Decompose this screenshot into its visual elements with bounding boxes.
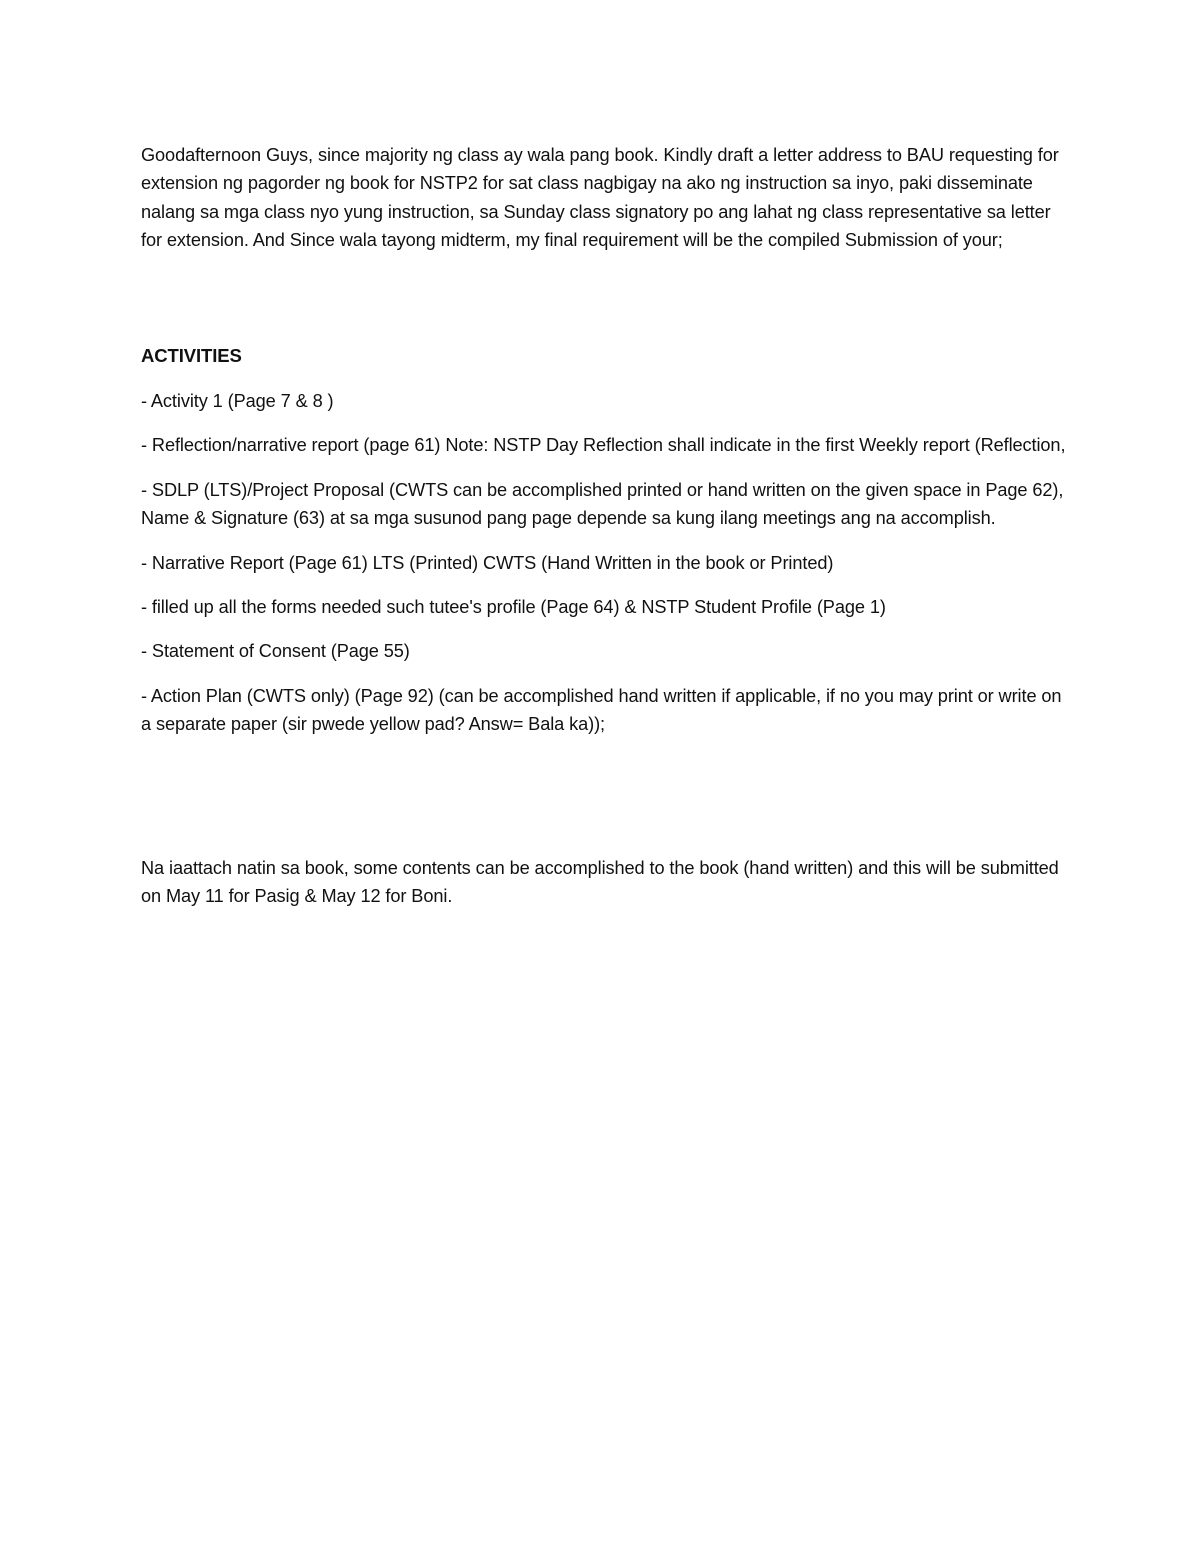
list-item: - filled up all the forms needed such tutee's profile (Page 64) & NSTP Student Profile (Page 1) [141,597,886,618]
list-item: - Reflection/narrative report (page 61) Note: NSTP Day Reflection shall indicate in the first Weekly report (Reflection, [141,435,1066,456]
activities-heading: ACTIVITIES [141,345,242,366]
list-item: - Action Plan (CWTS only) (Page 92) (can be accomplished hand written if applicable, if no you may print or write on a separate paper (sir pwede yellow pad? Answ= Bala ka)); [141,685,1062,735]
document-body [141,141,1066,907]
list-item: - SDLP (LTS)/Project Proposal (CWTS can be accomplished printed or hand written on the given space in Page 62), Name & Signature (63) at sa mga susunod pang page depende sa kung ilang meetings ang na accomplish. [141,479,1064,529]
intro-paragraph: Goodafternoon Guys, since majority ng class ay wala pang book. Kindly draft a letter address to BAU requesting for extension ng pagorder ng book for NSTP2 for sat class nagbigay na ako ng instruction sa inyo, paki disseminate nalang sa mga class nyo yung instruction, sa Sunday class signatory po ang lahat ng class representative sa letter for extension. And Since wala tayong midterm, my final requirement will be the compiled Submission of your; [141,145,1059,251]
list-item: - Narrative Report (Page 61) LTS (Printed) CWTS (Hand Written in the book or Printed) [141,552,834,573]
list-item: - Activity 1 (Page 7 & 8 ) [141,391,334,411]
closing-paragraph: Na iaattach natin sa book, some contents can be accomplished to the book (hand written) and this will be submitted on May 11 for Pasig & May 12 for Boni. [141,858,1059,907]
activities-list [141,387,1066,755]
list-item: - Statement of Consent (Page 55) [141,641,410,662]
